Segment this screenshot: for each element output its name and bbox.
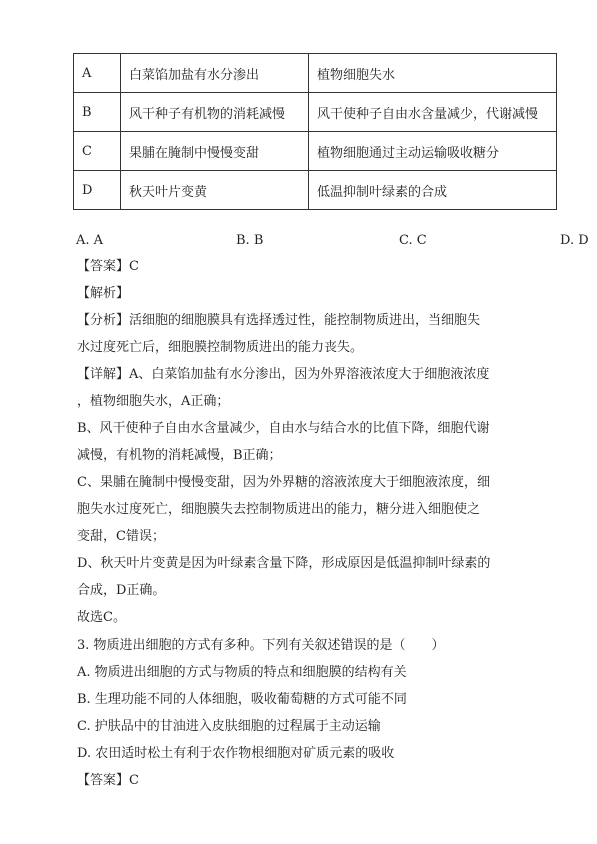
analysis-line: B、风干使种子自由水含量减少，自由水与结合水的比值下降，细胞代谢 xyxy=(77,421,490,436)
row-label: A xyxy=(74,54,121,93)
analysis-line: 合成，D正确。 xyxy=(77,583,166,598)
table-row xyxy=(74,54,557,93)
option-b: B. B xyxy=(236,233,264,248)
row-label: B xyxy=(74,93,121,132)
comparison-table xyxy=(73,53,557,210)
analysis-line: 胞失水过度死亡，细胞膜失去控制物质进出的能力，糖分进入细胞使之 xyxy=(77,502,481,517)
table-row xyxy=(74,171,557,210)
row-explanation: 风干使种子自由水含量减少，代谢减慢 xyxy=(309,93,557,132)
option-d: D. D xyxy=(560,233,589,248)
question-choice-a: A. 物质进出细胞的方式与物质的特点和细胞膜的结构有关 xyxy=(77,665,407,680)
analysis-line: 故选C。 xyxy=(77,610,126,625)
answer-label: 【答案】C xyxy=(77,259,139,274)
table-row xyxy=(74,93,557,132)
row-phenomenon: 果脯在腌制中慢慢变甜 xyxy=(121,132,309,171)
analysis-line: 变甜，C错误； xyxy=(77,529,165,544)
row-label: C xyxy=(74,132,121,171)
row-phenomenon: 秋天叶片变黄 xyxy=(121,171,309,210)
answer-options xyxy=(76,233,591,251)
row-label: D xyxy=(74,171,121,210)
row-explanation: 植物细胞失水 xyxy=(309,54,557,93)
row-explanation: 低温抑制叶绿素的合成 xyxy=(309,171,557,210)
option-a: A. A xyxy=(76,233,104,248)
question-stem: 3. 物质进出细胞的方式有多种。下列有关叙述错误的是（ ） xyxy=(77,638,445,653)
analysis-line: 水过度死亡后，细胞膜控制物质进出的能力丧失。 xyxy=(77,340,364,355)
analysis-line: D、秋天叶片变黄是因为叶绿素含量下降，形成原因是低温抑制叶绿素的 xyxy=(77,556,491,571)
answer-label: 【答案】C xyxy=(77,773,139,788)
analysis-line: C、果脯在腌制中慢慢变甜，因为外界糖的溶液浓度大于细胞液浓度，细 xyxy=(77,475,490,490)
analysis-line: 【分析】活细胞的细胞膜具有选择透过性，能控制物质进出，当细胞失 xyxy=(77,313,481,328)
question-choice-d: D. 农田适时松土有利于农作物根细胞对矿质元素的吸收 xyxy=(77,746,395,761)
row-explanation: 植物细胞通过主动运输吸收糖分 xyxy=(309,132,557,171)
question-choice-c: C. 护肤品中的甘油进入皮肤细胞的过程属于主动运输 xyxy=(77,719,381,734)
question-choice-b: B. 生理功能不同的人体细胞，吸收葡萄糖的方式可能不同 xyxy=(77,692,407,707)
analysis-line: 减慢，有机物的消耗减慢，B正确； xyxy=(77,448,282,463)
analysis-heading: 【解析】 xyxy=(77,286,130,301)
option-c: C. C xyxy=(399,233,427,248)
row-phenomenon: 白菜馅加盐有水分渗出 xyxy=(121,54,309,93)
analysis-line: ，植物细胞失水，A正确； xyxy=(77,394,230,409)
analysis-line: 【详解】A、白菜馅加盐有水分渗出，因为外界溶液浓度大于细胞液浓度 xyxy=(77,367,490,382)
row-phenomenon: 风干种子有机物的消耗减慢 xyxy=(121,93,309,132)
table-row xyxy=(74,132,557,171)
